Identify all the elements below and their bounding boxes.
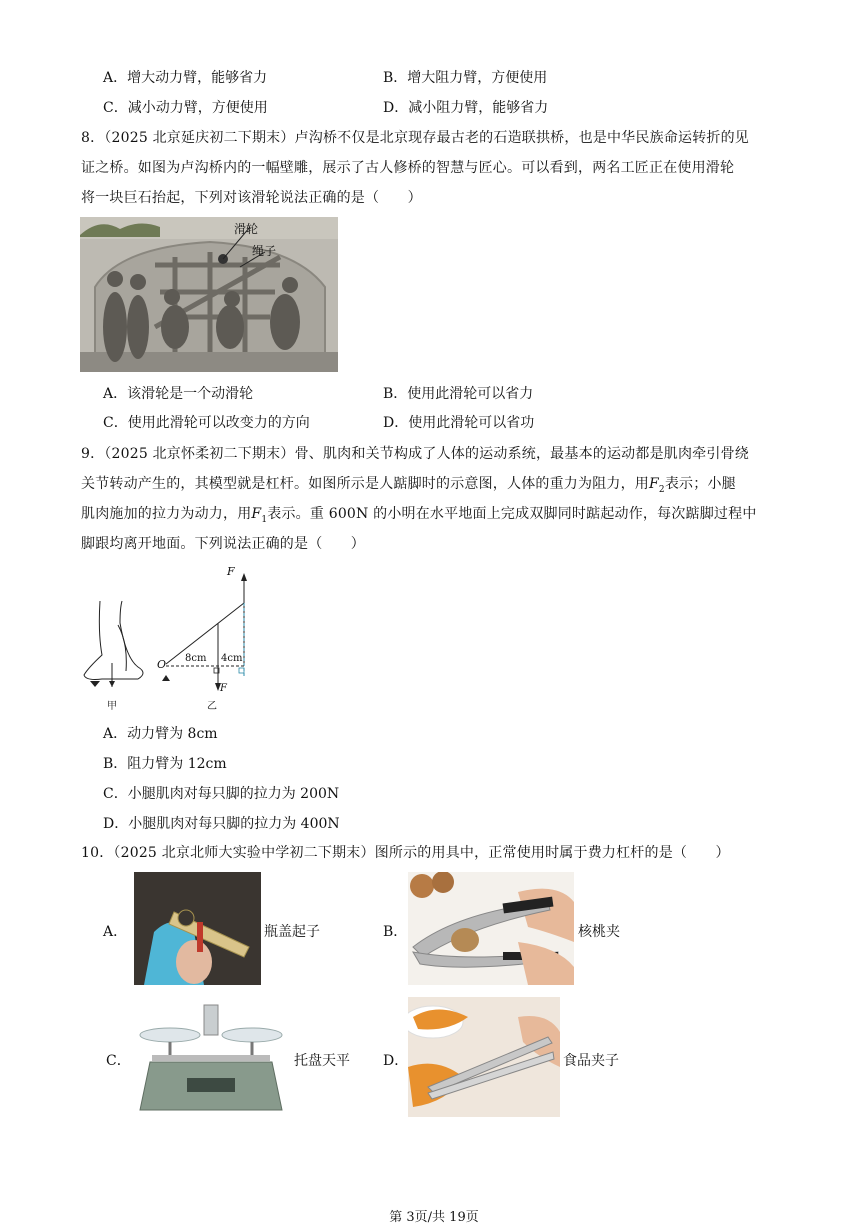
q9-option-d: D．小腿肌肉对每只脚的拉力为 400N xyxy=(103,816,340,832)
q9-fig-yi: 乙 xyxy=(207,701,217,712)
q9-fig-4cm: 4cm xyxy=(221,653,243,664)
q8-option-c: C．使用此滑轮可以改变力的方向 xyxy=(103,415,310,431)
q7-option-d: D．减小阻力臂，能够省力 xyxy=(383,100,549,116)
q8-stem-line2: 证之桥。如图为卢沟桥内的一幅壁雕，展示了古人修桥的智慧与匠心。可以看到，两名工匠正在使用滑轮 xyxy=(81,160,735,176)
q10-stem: 10．（2025 北京北师大实验中学初二下期末）图所示的用具中，正常使用时属于费力杠杆的是（ ） xyxy=(81,845,730,861)
q8-label-pulley: 滑轮 xyxy=(234,222,259,236)
q10-bottle-opener-photo xyxy=(134,872,261,985)
q10-balance-scale-photo xyxy=(132,1000,290,1116)
q10-option-b-name: 核桃夹 xyxy=(578,924,620,940)
q10-option-d-letter: D． xyxy=(383,1053,409,1069)
q8-option-d: D．使用此滑轮可以省功 xyxy=(383,415,535,431)
q9-fig-8cm: 8cm xyxy=(185,653,207,664)
q10-nutcracker-photo xyxy=(408,872,574,985)
q10-option-d-name: 食品夹子 xyxy=(563,1053,619,1069)
q9-fig-f2: F xyxy=(220,683,227,694)
q9-stem-line3: 肌肉施加的拉力为动力，用$F_1$表示。重 600N 的小明在水平地面上完成双脚同时踮起动作，每次踮脚过程中 xyxy=(81,506,757,525)
q10-option-a-name: 瓶盖起子 xyxy=(264,924,320,940)
q10-option-a-letter: A． xyxy=(103,924,128,940)
q8-stem-line1: 8．（2025 北京延庆初二下期末）卢沟桥不仅是北京现存最古老的石造联拱桥，也是中华民族命运转折的见 xyxy=(81,130,749,146)
q9-option-b: B．阻力臂为 12cm xyxy=(103,756,227,772)
q9-lever-figure xyxy=(78,563,258,713)
q8-label-rope: 绳子 xyxy=(252,244,277,258)
q9-fig-jia: 甲 xyxy=(107,701,117,712)
q9-stem-line2: 关节转动产生的，其模型就是杠杆。如图所示是人踮脚时的示意图，人体的重力为阻力，用$F_2$表示；小腿 xyxy=(81,476,736,495)
q10-option-c-letter: C． xyxy=(106,1053,131,1069)
q8-option-b: B．使用此滑轮可以省力 xyxy=(383,386,534,402)
q9-fig-o: O xyxy=(157,658,167,671)
q9-fig-f1: F xyxy=(227,565,235,578)
page-footer: 第 3页/共 19页 xyxy=(389,1210,479,1225)
q10-option-b-letter: B． xyxy=(383,924,408,940)
q8-relief-photo xyxy=(80,217,338,372)
q8-stem-line3: 将一块巨石抬起，下列对该滑轮说法正确的是（ ） xyxy=(81,190,422,206)
q9-stem-line4: 脚跟均离开地面。下列说法正确的是（ ） xyxy=(81,536,365,552)
q7-option-b: B．增大阻力臂，方便使用 xyxy=(383,70,548,86)
q10-option-c-name: 托盘天平 xyxy=(294,1053,350,1069)
q7-option-a: A．增大动力臂，能够省力 xyxy=(103,70,268,86)
q8-option-a: A．该滑轮是一个动滑轮 xyxy=(103,386,254,402)
q9-option-a: A．动力臂为 8cm xyxy=(103,726,218,742)
q10-food-tongs-photo xyxy=(408,997,560,1117)
q9-stem-line1: 9．（2025 北京怀柔初二下期末）骨、肌肉和关节构成了人体的运动系统，最基本的运动都是肌肉牵引骨绕 xyxy=(81,446,749,462)
q9-option-c: C．小腿肌肉对每只脚的拉力为 200N xyxy=(103,786,340,802)
q7-option-c: C．减小动力臂，方便使用 xyxy=(103,100,268,116)
